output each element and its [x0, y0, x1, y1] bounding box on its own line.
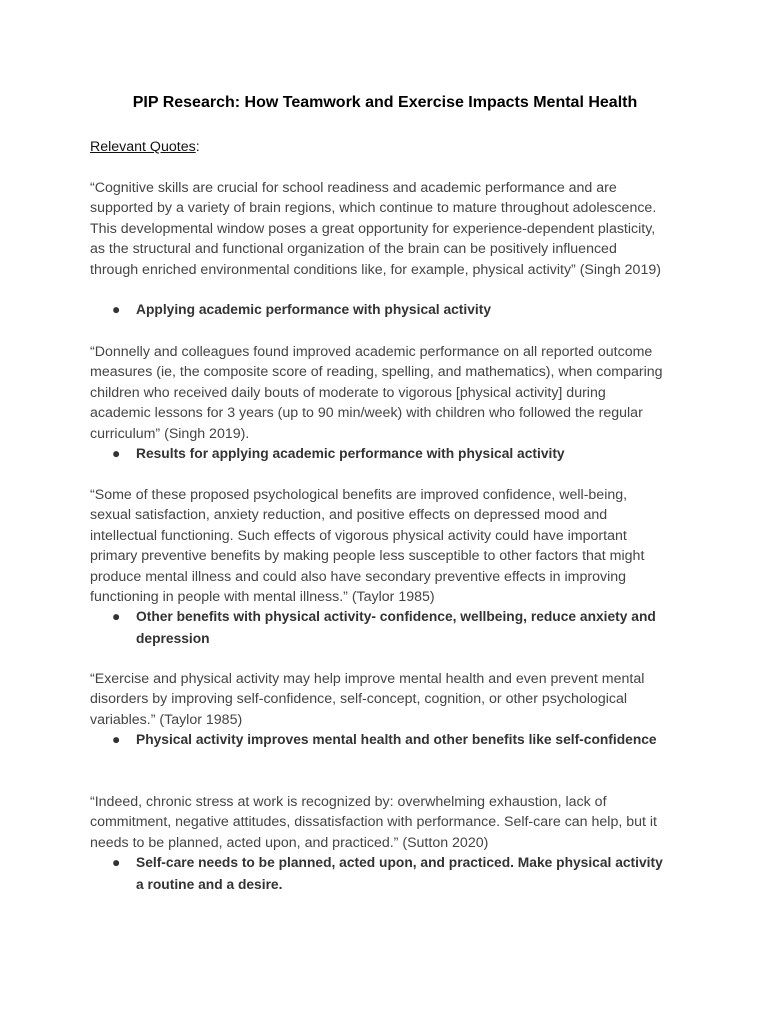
bullet-item-4	[112, 729, 672, 751]
bullet-text-3: Other benefits with physical activity- confidence, wellbeing, reduce anxiety and depression	[136, 609, 656, 646]
quote-paragraph-4: “Exercise and physical activity may help improve mental health and even prevent mental disorders by improving self-confidence, self-concept, cognition, or other psychological variables.” (Taylor 1985)	[90, 671, 645, 728]
bullet-dot-icon: ●	[112, 732, 121, 747]
section-heading-colon: :	[195, 139, 200, 155]
bullet-dot-icon: ●	[112, 855, 121, 870]
quote-paragraph-1: “Cognitive skills are crucial for school readiness and academic performance and are supported by a variety of brain regions, which continue to mature throughout adolescence. This developmental window poses a great opportunity for experience-dependent plasticity, as the structural and functional organization of the brain can be positively influenced through enriched environmental conditions like, for example, physical activity” (Singh 2019)	[90, 180, 661, 278]
section-heading-label: Relevant Quotes	[90, 139, 196, 155]
quote-paragraph-2: “Donnelly and colleagues found improved academic performance on all reported outcome measures (ie, the composite score of reading, spelling, and mathematics), when comparing children who received daily bouts of moderate to vigorous [physical activity] during academic lessons for 3 years (up to 90 min/week) with children who followed the regular curriculum” (Singh 2019).	[90, 344, 663, 442]
bullet-item-3	[112, 606, 672, 650]
bullet-text-4: Physical activity improves mental health and other benefits like self-confidence	[136, 732, 657, 747]
quote-paragraph-3: “Some of these proposed psychological benefits are improved confidence, well-being, sexual satisfaction, anxiety reduction, and positive effects on depressed mood and intellectual functioning. Such effects of vigorous physical activity could have important primary preventive benefits by making people less susceptible to other factors that might produce mental illness and could also have secondary preventive effects in improving functioning in people with mental illness.” (Taylor 1985)	[90, 487, 645, 606]
document-title: PIP Research: How Teamwork and Exercise Impacts Mental Health	[132, 94, 638, 111]
section-heading	[90, 137, 200, 157]
bullet-dot-icon: ●	[112, 446, 121, 461]
bullet-dot-icon: ●	[112, 302, 121, 317]
bullet-text-1: Applying academic performance with physical activity	[136, 302, 492, 317]
quote-paragraph-5: “Indeed, chronic stress at work is recognized by: overwhelming exhaustion, lack of commitment, negative attitudes, dissatisfaction with performance. Self-care can help, but it needs to be planned, acted upon, and practiced.” (Sutton 2020)	[90, 794, 657, 851]
bullet-item-1	[112, 299, 672, 321]
bullet-text-2: Results for applying academic performance with physical activity	[136, 446, 565, 461]
bullet-text-5: Self-care needs to be planned, acted upon, and practiced. Make physical activity a routine and a desire.	[136, 855, 663, 892]
bullet-item-5	[112, 852, 672, 896]
bullet-item-2	[112, 443, 672, 465]
bullet-dot-icon: ●	[112, 609, 121, 624]
